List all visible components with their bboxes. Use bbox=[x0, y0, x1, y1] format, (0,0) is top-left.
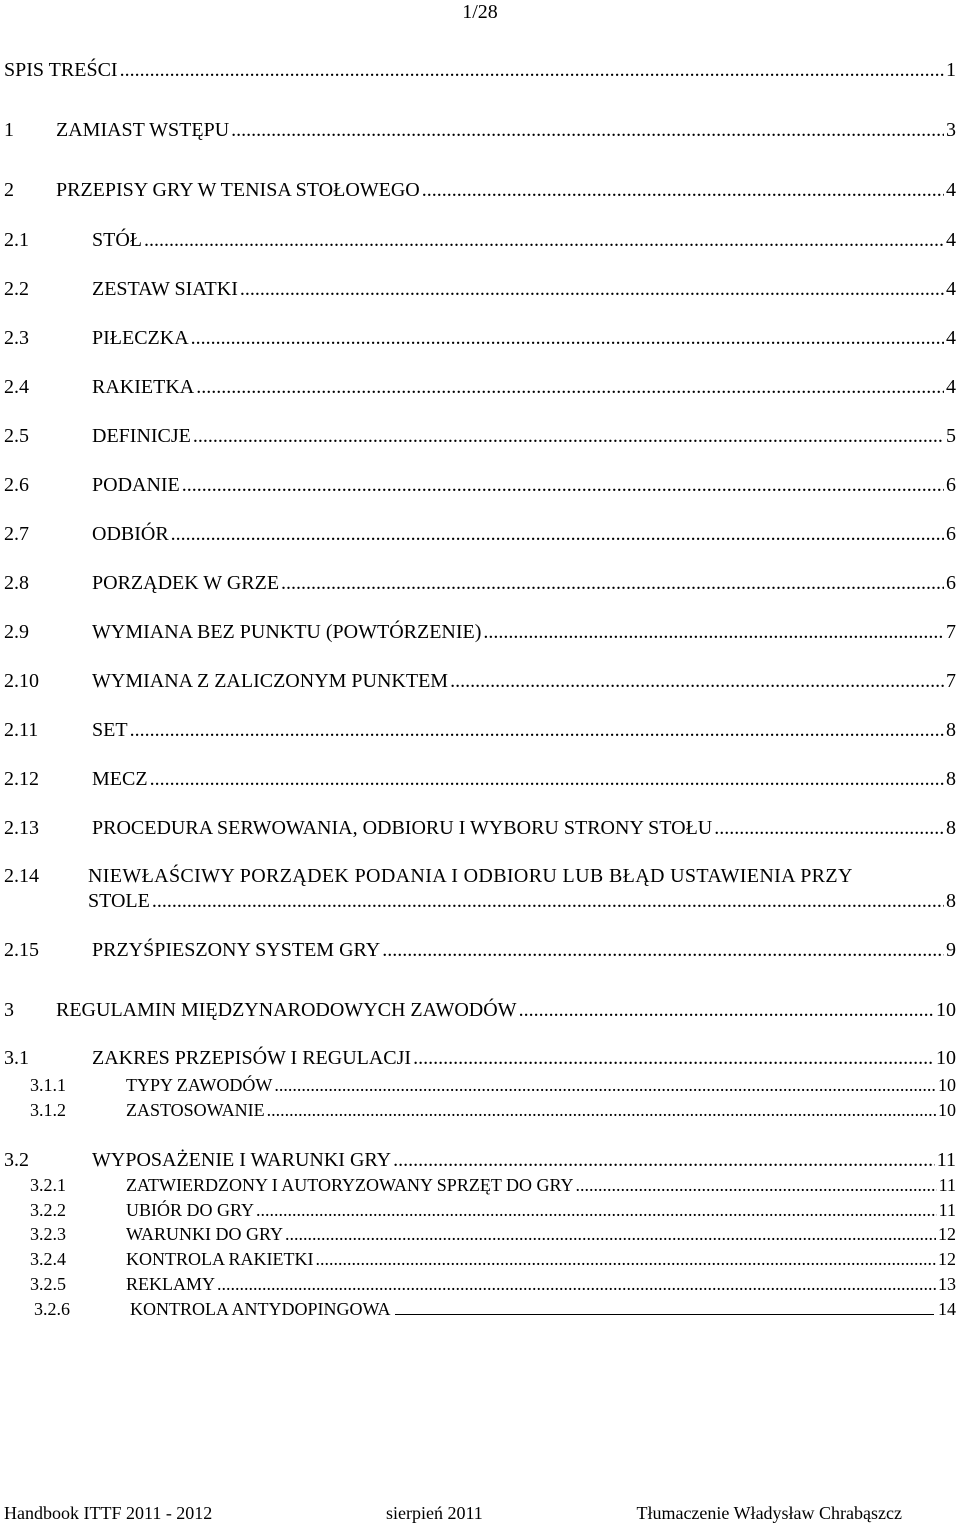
toc-entry[interactable] bbox=[4, 718, 956, 742]
toc-leader bbox=[519, 998, 934, 1022]
toc-title: SET bbox=[92, 719, 128, 741]
toc-title: STÓŁ bbox=[92, 229, 142, 251]
toc-page: 10 bbox=[938, 1100, 956, 1120]
toc-title: DEFINICJE bbox=[92, 425, 191, 447]
toc-entry[interactable] bbox=[30, 1099, 956, 1121]
toc-entry[interactable] bbox=[4, 58, 956, 82]
toc-number: 2.1 bbox=[4, 229, 29, 251]
toc-entry[interactable] bbox=[30, 1074, 956, 1096]
toc-title: RAKIETKA bbox=[92, 376, 195, 398]
page-number: 1/28 bbox=[462, 1, 498, 23]
toc-page: 10 bbox=[938, 1075, 956, 1095]
toc-entry[interactable] bbox=[4, 424, 956, 448]
toc-number: 2.5 bbox=[4, 425, 29, 447]
toc-page: 8 bbox=[946, 768, 956, 790]
toc-number: 2.4 bbox=[4, 376, 29, 398]
toc-title: ZASTOSOWANIE bbox=[126, 1100, 265, 1120]
toc-number: 3.2.4 bbox=[30, 1249, 66, 1269]
toc-page: 10 bbox=[936, 999, 956, 1021]
toc-leader bbox=[393, 1148, 935, 1172]
toc-title: PRZEPISY GRY W TENISA STOŁOWEGO bbox=[56, 179, 420, 201]
toc-entry[interactable] bbox=[30, 1174, 956, 1196]
toc-page: 8 bbox=[946, 890, 956, 912]
toc-number: 3.1.1 bbox=[30, 1075, 66, 1095]
toc-page: 11 bbox=[938, 1200, 956, 1220]
toc-entry[interactable] bbox=[4, 375, 956, 399]
toc-leader bbox=[267, 1099, 936, 1121]
toc-number: 2.15 bbox=[4, 939, 39, 961]
toc-leader bbox=[240, 277, 944, 301]
toc-page: 5 bbox=[946, 425, 956, 447]
toc-title: WYPOSAŻENIE I WARUNKI GRY bbox=[92, 1149, 392, 1171]
toc-page: 4 bbox=[946, 327, 956, 349]
toc-page: 12 bbox=[938, 1224, 956, 1244]
toc-leader bbox=[576, 1174, 937, 1196]
toc-page: 8 bbox=[946, 719, 956, 741]
toc-leader bbox=[422, 178, 944, 202]
toc-page: 13 bbox=[938, 1274, 956, 1294]
toc-entry[interactable] bbox=[4, 118, 956, 142]
toc-leader bbox=[714, 816, 944, 840]
toc-title: PORZĄDEK W GRZE bbox=[92, 572, 280, 594]
toc-entry[interactable] bbox=[4, 998, 956, 1022]
toc-number: 3.2.6 bbox=[34, 1299, 70, 1319]
page-footer bbox=[0, 1502, 960, 1528]
toc-title: PODANIE bbox=[92, 474, 180, 496]
toc-number: 3.2.5 bbox=[30, 1274, 66, 1294]
toc-number: 2.6 bbox=[4, 474, 29, 496]
toc-entry[interactable] bbox=[4, 473, 956, 497]
toc-title: TYPY ZAWODÓW bbox=[126, 1075, 273, 1095]
toc-page: 4 bbox=[946, 229, 956, 251]
toc-entry[interactable] bbox=[4, 938, 956, 962]
toc-page: 6 bbox=[946, 474, 956, 496]
toc-title: UBIÓR DO GRY bbox=[126, 1200, 255, 1220]
toc-entry[interactable] bbox=[4, 864, 956, 888]
toc-number: 3.2.2 bbox=[30, 1200, 66, 1220]
toc-leader bbox=[281, 571, 944, 595]
toc-page: 11 bbox=[936, 1149, 956, 1171]
toc-leader bbox=[315, 1248, 936, 1270]
toc-leader bbox=[150, 767, 944, 791]
toc-number: 2 bbox=[4, 179, 14, 201]
toc-page: 4 bbox=[946, 179, 956, 201]
toc-entry[interactable] bbox=[4, 1148, 956, 1172]
toc-leader bbox=[191, 326, 944, 350]
toc-entry[interactable] bbox=[4, 228, 956, 252]
toc-page: 6 bbox=[946, 572, 956, 594]
toc-leader bbox=[231, 118, 944, 142]
toc-page: 12 bbox=[938, 1249, 956, 1269]
toc-title: KONTROLA ANTYDOPINGOWA bbox=[130, 1299, 391, 1319]
toc-entry[interactable] bbox=[30, 1199, 956, 1221]
toc-page: 8 bbox=[946, 817, 956, 839]
toc-page: 4 bbox=[946, 376, 956, 398]
toc-title: KONTROLA RAKIETKI bbox=[126, 1249, 314, 1269]
toc-leader bbox=[256, 1199, 937, 1221]
toc-entry[interactable] bbox=[30, 1223, 956, 1245]
toc-number: 2.8 bbox=[4, 572, 29, 594]
toc-number: 2.11 bbox=[4, 719, 39, 741]
footer-left: Handbook ITTF 2011 - 2012 bbox=[4, 1503, 213, 1523]
toc-number: 3.1 bbox=[4, 1047, 29, 1069]
toc-page: 6 bbox=[946, 523, 956, 545]
toc-number: 2.14 bbox=[4, 865, 39, 887]
toc-title: ZAMIAST WSTĘPU bbox=[56, 119, 230, 141]
toc-entry[interactable] bbox=[30, 1273, 956, 1295]
toc-title: ZAKRES PRZEPISÓW I REGULACJI bbox=[92, 1047, 412, 1069]
toc-entry[interactable] bbox=[4, 669, 956, 693]
toc-leader bbox=[171, 522, 944, 546]
toc-entry-continuation[interactable] bbox=[88, 889, 956, 913]
toc-leader bbox=[395, 1314, 935, 1315]
toc-number: 2.13 bbox=[4, 817, 39, 839]
toc-entry[interactable] bbox=[4, 326, 956, 350]
toc-entry[interactable] bbox=[4, 1046, 956, 1070]
toc-entry[interactable] bbox=[4, 571, 956, 595]
toc-entry[interactable] bbox=[4, 816, 956, 840]
toc-title: ZESTAW SIATKI bbox=[92, 278, 238, 300]
toc-leader bbox=[217, 1273, 936, 1295]
toc-entry[interactable] bbox=[4, 178, 956, 202]
toc-number: 2.10 bbox=[4, 670, 39, 692]
toc-number: 3.2.3 bbox=[30, 1224, 66, 1244]
toc-entry[interactable] bbox=[4, 767, 956, 791]
toc-page: 9 bbox=[946, 939, 956, 961]
toc-leader bbox=[193, 424, 944, 448]
footer-center: sierpień 2011 bbox=[386, 1503, 483, 1523]
toc-page: 7 bbox=[946, 621, 956, 643]
toc-leader bbox=[285, 1223, 936, 1245]
toc-page: 1 bbox=[946, 59, 956, 81]
toc-number: 2.9 bbox=[4, 621, 29, 643]
toc-page: 11 bbox=[938, 1175, 956, 1195]
footer-right: Tłumaczenie Władysław Chrabąszcz bbox=[636, 1503, 902, 1523]
toc-entry[interactable] bbox=[30, 1248, 956, 1270]
toc-title: PIŁECZKA bbox=[92, 327, 189, 349]
toc-page: 10 bbox=[936, 1047, 956, 1069]
toc-leader bbox=[382, 938, 944, 962]
toc-title: NIEWŁAŚCIWY PORZĄDEK PODANIA I ODBIORU LUB BŁĄD USTAWIENIA PRZY bbox=[88, 865, 853, 887]
toc-number: 3.1.2 bbox=[30, 1100, 66, 1120]
toc-title: PROCEDURA SERWOWANIA, ODBIORU I WYBORU STRONY STOŁU bbox=[92, 817, 713, 839]
toc-number: 3.2 bbox=[4, 1149, 29, 1171]
toc-title: MECZ bbox=[92, 768, 148, 790]
toc-leader bbox=[483, 620, 944, 644]
toc-page: 14 bbox=[938, 1299, 956, 1319]
toc-page: 3 bbox=[946, 119, 956, 141]
toc-page: 4 bbox=[946, 278, 956, 300]
toc-entry[interactable] bbox=[34, 1298, 956, 1320]
toc-leader bbox=[413, 1046, 934, 1070]
toc-number: 2.7 bbox=[4, 523, 29, 545]
toc-title: WYMIANA Z ZALICZONYM PUNKTEM bbox=[92, 670, 449, 692]
toc-title: ODBIÓR bbox=[92, 523, 169, 545]
toc-number: 2.3 bbox=[4, 327, 29, 349]
toc-number: 2.2 bbox=[4, 278, 29, 300]
toc-leader bbox=[182, 473, 944, 497]
toc-leader bbox=[196, 375, 944, 399]
toc-title: REKLAMY bbox=[126, 1274, 215, 1294]
toc-leader bbox=[450, 669, 944, 693]
toc-title: REGULAMIN MIĘDZYNARODOWYCH ZAWODÓW bbox=[56, 999, 517, 1021]
toc-entry[interactable] bbox=[4, 277, 956, 301]
toc-number: 1 bbox=[4, 119, 14, 141]
toc-number: 3 bbox=[4, 999, 14, 1021]
toc-entry[interactable] bbox=[4, 620, 956, 644]
toc-leader bbox=[120, 58, 944, 82]
toc-number: 2.12 bbox=[4, 768, 39, 790]
toc-title: SPIS TREŚCI bbox=[4, 59, 118, 81]
toc-title: WYMIANA BEZ PUNKTU (POWTÓRZENIE) bbox=[92, 621, 482, 643]
toc-title: ZATWIERDZONY I AUTORYZOWANY SPRZĘT DO GRY bbox=[126, 1175, 574, 1195]
toc-leader bbox=[144, 228, 944, 252]
toc-leader bbox=[274, 1074, 936, 1096]
toc-title-continuation: STOLE bbox=[88, 890, 150, 912]
toc-title: WARUNKI DO GRY bbox=[126, 1224, 283, 1244]
toc-page: 7 bbox=[946, 670, 956, 692]
toc-title: PRZYŚPIESZONY SYSTEM GRY bbox=[92, 939, 381, 961]
toc-number: 3.2.1 bbox=[30, 1175, 66, 1195]
toc-leader bbox=[152, 889, 944, 913]
toc-entry[interactable] bbox=[4, 522, 956, 546]
toc-leader bbox=[130, 718, 944, 742]
